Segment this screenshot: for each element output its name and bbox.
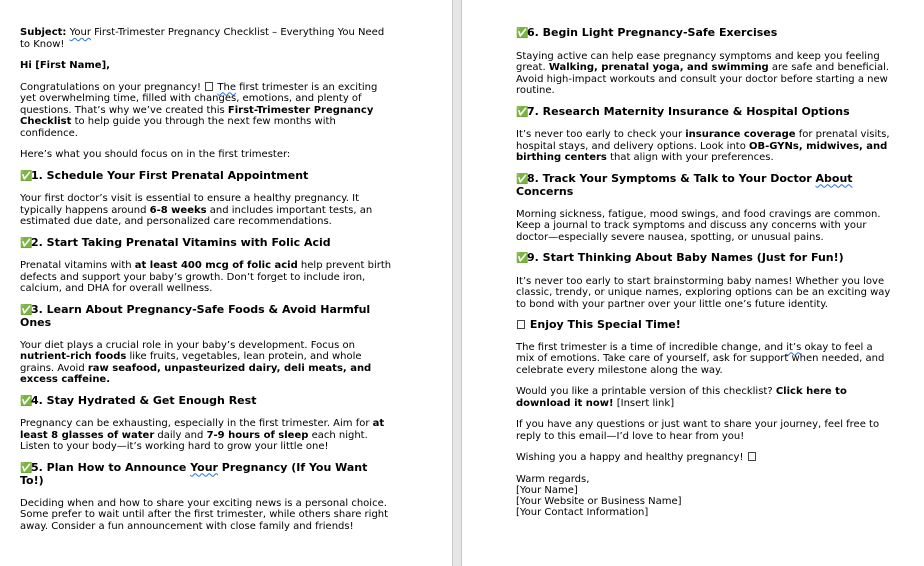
document-page-right xyxy=(462,0,924,566)
section-heading-5: ✅5. Plan How to Announce Your Pregnancy (If You Want To!) xyxy=(20,460,368,487)
intro-paragraph: Congratulations on your pregnancy! The first trimester is an exciting yet overwhelming time, filled with changes, emotions, and plenty of questions. That’s why we’ve created this First-Trimester Pregnancy Checklist to help guide you through the next few months with confidence. xyxy=(20,81,378,139)
section-heading-1: ✅1. Schedule Your First Prenatal Appointment xyxy=(20,168,309,182)
missing-glyph-icon xyxy=(517,320,525,329)
section-body-1: Your first doctor’s visit is essential to ensure a healthy pregnancy. It typically happens around 6-8 weeks and includes important tests, an estimated due date, and personalized care recommendations. xyxy=(20,193,373,227)
section-body-3: Your diet plays a crucial role in your baby’s development. Focus on nutrient-rich foods like fruits, vegetables, lean protein, and whole grains. Avoid raw seafood, unpasteurized dairy, deli meats, and excess caffeine. xyxy=(20,339,372,385)
section-heading-4: ✅4. Stay Hydrated & Get Enough Rest xyxy=(20,393,257,407)
missing-glyph-icon xyxy=(205,82,213,91)
check-icon: ✅ xyxy=(516,253,529,264)
section-heading-7: ✅7. Research Maternity Insurance & Hospital Options xyxy=(516,104,850,118)
section-heading-8: ✅8. Track Your Symptoms & Talk to Your Doctor About Concerns xyxy=(516,171,853,198)
download-link[interactable]: Click here to download it now! xyxy=(516,386,847,409)
signature-website: [Your Website or Business Name] xyxy=(516,495,682,507)
subject-text: First-Trimester Pregnancy Checklist – Everything You Need to Know! xyxy=(20,27,385,50)
missing-glyph-icon xyxy=(748,452,756,461)
questions-paragraph: If you have any questions or just want to share your journey, feel free to reply to this email—I’d love to hear from you! xyxy=(516,419,880,442)
check-icon: ✅ xyxy=(20,395,33,407)
check-icon: ✅ xyxy=(20,237,33,249)
signature-contact: [Your Contact Information] xyxy=(516,506,649,518)
page-gutter xyxy=(452,0,462,566)
subject-flagged-word: Your xyxy=(69,27,91,38)
subject-label: Subject: xyxy=(20,27,67,38)
wish-line: Wishing you a happy and healthy pregnancy! xyxy=(516,452,894,464)
section-heading-3: ✅3. Learn About Pregnancy-Safe Foods & Avoid Harmful Ones xyxy=(20,302,371,329)
check-icon: ✅ xyxy=(20,304,33,316)
section-body-5: Deciding when and how to share your exciting news is a personal choice. Some prefer to wait until after the first trimester, while others share right away. Consider a fun announcement with close family and friends! xyxy=(20,497,389,532)
check-icon: ✅ xyxy=(516,173,529,185)
check-icon: ✅ xyxy=(20,462,33,474)
page-left-content xyxy=(20,27,392,532)
section-body-7: It’s never too early to check your insurance coverage for prenatal visits, hospital stays, and delivery options. Look into OB-GYNs, midwives, and birthing centers that align with your preferences. xyxy=(516,129,890,163)
enjoy-body: The first trimester is a time of incredible change, and it’s okay to feel a mix of emotions. Take care of yourself, ask for support when needed, and celebrate every milestone along the way. xyxy=(516,341,885,376)
page-right-content xyxy=(516,27,894,518)
regards: Warm regards, xyxy=(516,473,590,485)
check-icon: ✅ xyxy=(516,28,529,39)
document-page-left xyxy=(0,0,452,566)
section-body-4: Pregnancy can be exhausting, especially in the first trimester. Aim for at least 8 glasses of water daily and 7-9 hours of sleep each night. Listen to your body—it’s working hard to grow your little one! xyxy=(20,418,385,452)
section-body-2: Prenatal vitamins with at least 400 mcg of folic acid help prevent birth defects and support your baby’s growth. Don’t forget to include iron, calcium, and DHA for overall wellness. xyxy=(20,260,392,294)
enjoy-heading: Enjoy This Special Time! xyxy=(516,319,894,332)
section-heading-6: ✅6. Begin Light Pregnancy-Safe Exercises xyxy=(516,26,778,39)
greeting: Hi [First Name], xyxy=(20,60,110,71)
check-icon: ✅ xyxy=(516,106,529,118)
lead-in: Here’s what you should focus on in the first trimester: xyxy=(20,149,291,160)
download-cta: Would you like a printable version of this checklist? Click here to download it now! [Insert link] xyxy=(516,386,847,409)
section-heading-9: ✅9. Start Thinking About Baby Names (Just for Fun!) xyxy=(516,251,844,264)
subject-line xyxy=(20,27,392,50)
section-body-8: Morning sickness, fatigue, mood swings, and food cravings are common. Keep a journal to track symptoms and discuss any concerns with your doctor—especially severe nausea, spotting, or unusual pains. xyxy=(516,208,881,243)
section-heading-2: ✅2. Start Taking Prenatal Vitamins with Folic Acid xyxy=(20,235,331,249)
check-icon: ✅ xyxy=(20,170,33,182)
signature-name: [Your Name] xyxy=(516,484,578,496)
section-body-9: It’s never too early to start brainstorming baby names! Whether you love classic, trendy, or unique names, exploring options can be an exciting way to bond with your partner over your little one’s future identity. xyxy=(516,275,891,310)
section-body-6: Staying active can help ease pregnancy symptoms and keep you feeling great. Walking, prenatal yoga, and swimming are safe and beneficial. Avoid high-impact workouts and consult your doctor before starting a new routine. xyxy=(516,50,890,96)
signature-block xyxy=(516,474,894,518)
